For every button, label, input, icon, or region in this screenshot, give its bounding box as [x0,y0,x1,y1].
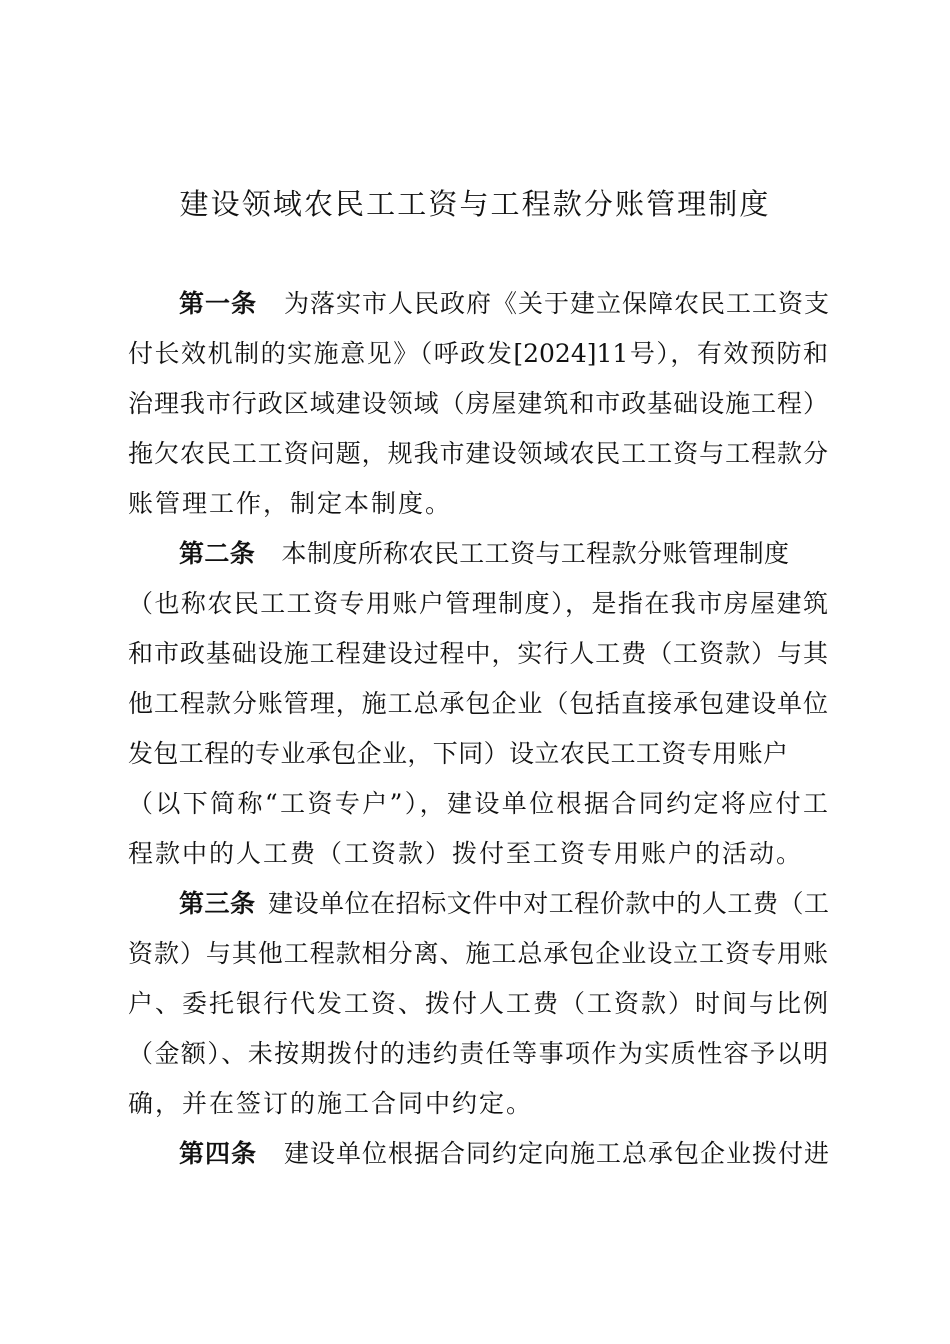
article-text: （以下简称“工资专户”），建设单位根据合同约定将应付工 [128,789,828,818]
article-4-line-1 [179,1136,829,1172]
article-3-line-1 [179,886,829,922]
article-text: 和市政基础设施工程建设过程中，实行人工费（工资款）与其 [128,639,828,668]
article-text: 发包工程的专业承包企业，下同）设立农民工工资专用账户 [128,739,788,768]
article-text: 确，并在签订的施工合同中约定。 [128,1089,534,1118]
article-text: 为落实市人民政府《关于建立保障农民工工资支 [283,289,829,318]
article-2-label: 第二条 [179,539,256,568]
article-text: 户、委托银行代发工资、拨付人工费（工资款）时间与比例 [128,989,828,1018]
article-text: 治理我市行政区域建设领域（房屋建筑和市政基础设施工程） [128,389,828,418]
article-text: （也称农民工工资专用账户管理制度），是指在我市房屋建筑 [128,589,828,618]
article-text: （金额）、未按期拨付的违约责任等事项作为实质性容予以明 [128,1039,828,1068]
article-1-line-1 [179,286,829,322]
article-text: 拖欠农民工工资问题，规我市建设领域农民工工资与工程款分 [128,439,828,468]
article-3-label: 第三条 [179,889,256,918]
article-2-line-1 [179,536,789,572]
article-text: 程款中的人工费（工资款）拨付至工资专用账户的活动。 [128,839,804,868]
article-text: 账管理工作，制定本制度。 [128,489,453,518]
article-1-label: 第一条 [179,289,257,318]
article-text: 付长效机制的实施意见》（呼政发[2024]11号），有效预防和 [128,339,828,368]
article-text: 资款）与其他工程款相分离、施工总承包企业设立工资专用账 [128,939,828,968]
document-title: 建设领域农民工工资与工程款分账管理制度 [179,187,771,221]
article-text: 本制度所称农民工工资与工程款分账管理制度 [281,539,789,568]
article-text: 建设单位在招标文件中对工程价款中的人工费（工 [267,889,829,918]
article-text: 建设单位根据合同约定向施工总承包企业拨付进 [283,1139,829,1168]
article-text: 他工程款分账管理，施工总承包企业（包括直接承包建设单位 [128,689,828,718]
article-4-label: 第四条 [179,1139,257,1168]
